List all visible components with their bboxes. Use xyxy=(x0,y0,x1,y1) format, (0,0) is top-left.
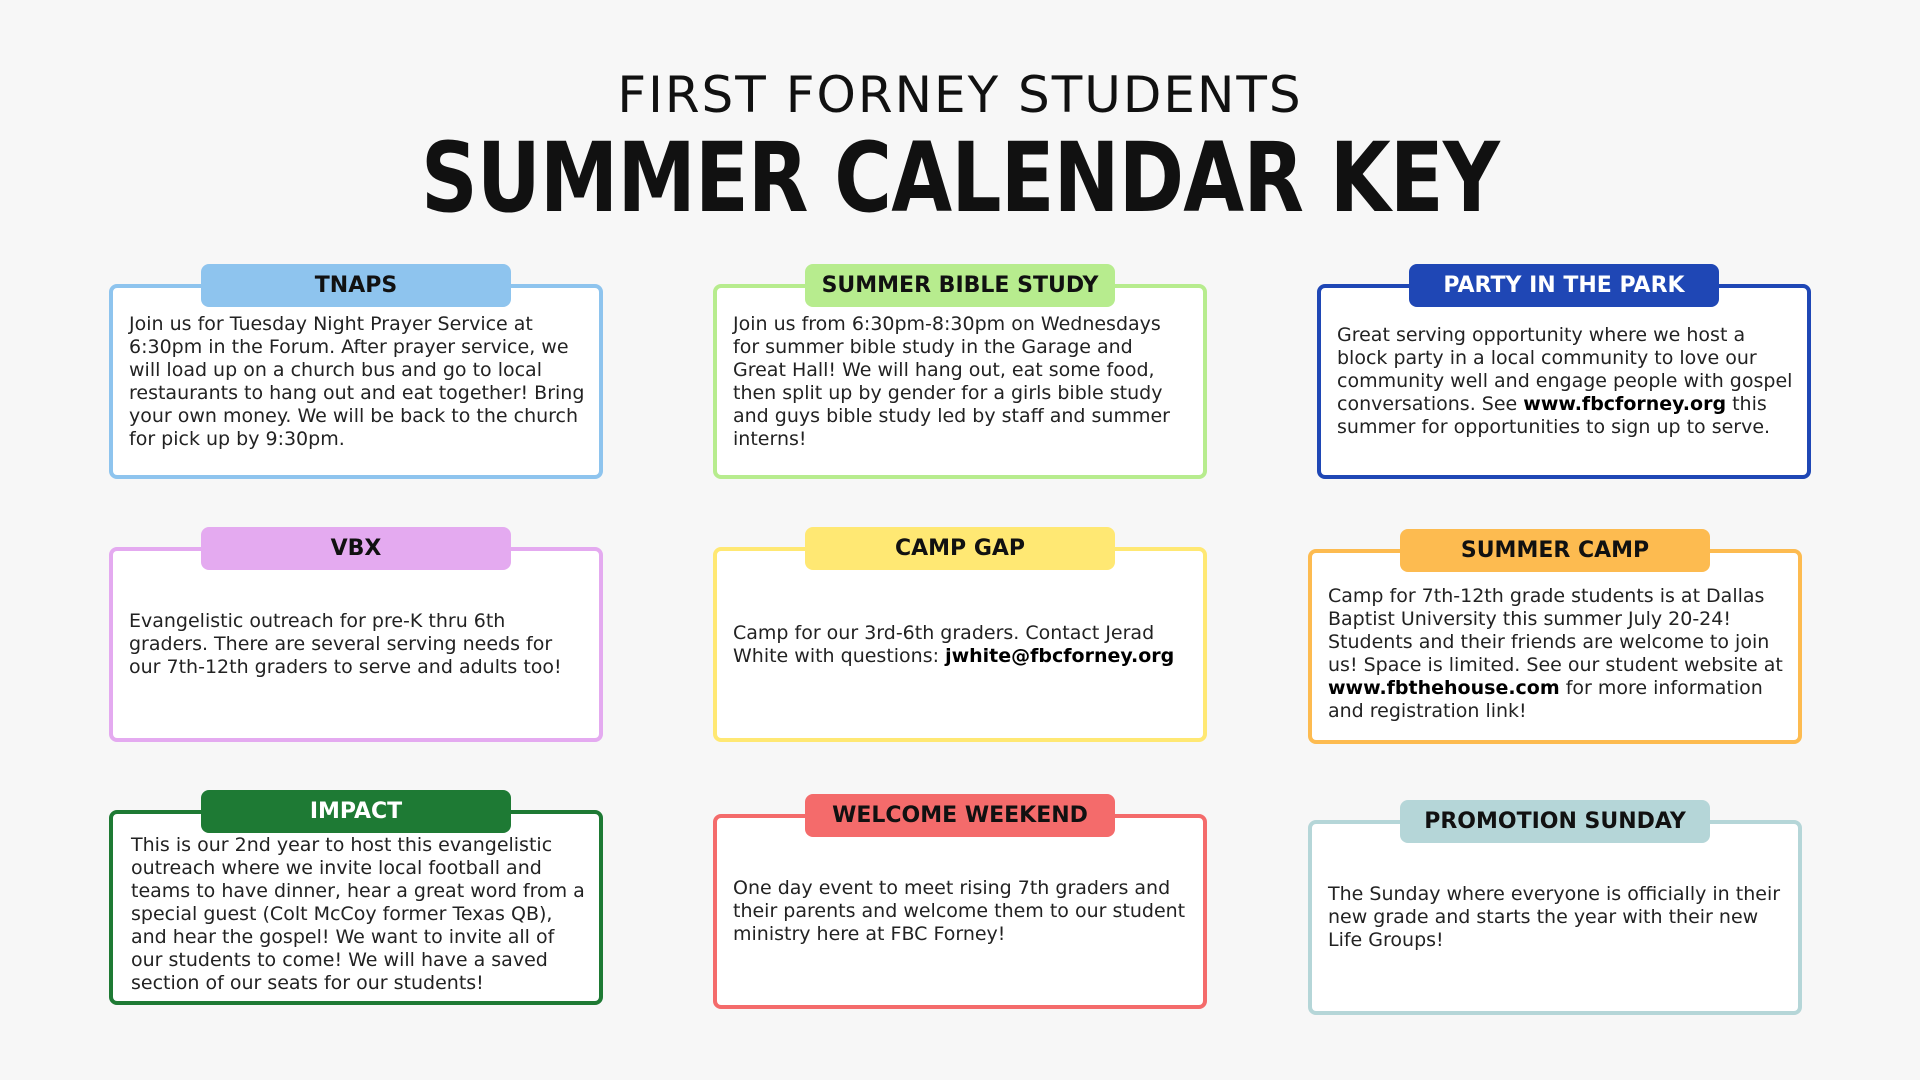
card-camp-gap xyxy=(713,536,1207,742)
tag-welcome-weekend: WELCOME WEEKEND xyxy=(805,794,1115,837)
card-welcome-weekend xyxy=(713,803,1207,1009)
party-description xyxy=(1337,288,1793,475)
card-tnaps xyxy=(109,273,603,479)
summer-camp-text-2: for more information and registration link! xyxy=(1328,676,1763,722)
tag-tnaps: TNAPS xyxy=(201,264,511,307)
tag-summer-camp: SUMMER CAMP xyxy=(1400,529,1710,572)
party-text-2: this summer for opportunities to sign up to serve. xyxy=(1337,393,1771,438)
tag-summer-bible-study: SUMMER BIBLE STUDY xyxy=(805,264,1115,307)
promotion-description: The Sunday where everyone is officially in their new grade and starts the year with their new Life Groups! xyxy=(1328,883,1781,951)
summer-camp-description xyxy=(1328,553,1784,740)
impact-description: This is our 2nd year to host this evangelistic outreach where we invite local football and teams to have dinner, hear a great word from a special guest (Colt McCoy former Texas QB), and hear the gospel! We want to invite all of our students to come! We will have a saved section of our seats for our students! xyxy=(131,834,585,994)
card-summer-camp xyxy=(1308,538,1802,744)
camp-gap-email-link[interactable]: jwhite@fbcforney.org xyxy=(945,644,1175,667)
tag-camp-gap: CAMP GAP xyxy=(805,527,1115,570)
card-summer-bible-study xyxy=(713,273,1207,479)
page-subtitle: FIRST FORNEY STUDENTS xyxy=(617,66,1303,124)
camp-gap-description xyxy=(733,551,1189,738)
tag-promotion-sunday: PROMOTION SUNDAY xyxy=(1400,800,1710,843)
card-promotion-sunday xyxy=(1308,809,1802,1015)
summer-camp-text-1: Camp for 7th-12th grade students is at Dallas Baptist University this summer July 20-24! Students and their friends are welcome to join us! Space is limited. See our student website at xyxy=(1328,584,1783,676)
vbx-description: Evangelistic outreach for pre-K thru 6th graders. There are several serving needs for our 7th-12th graders to serve and adults too! xyxy=(129,610,562,678)
card-vbx xyxy=(109,536,603,742)
summer-camp-website-link[interactable]: www.fbthehouse.com xyxy=(1328,676,1560,699)
camp-gap-text: Camp for our 3rd-6th graders. Contact Jerad White with questions: xyxy=(733,621,1155,667)
party-website-link[interactable]: www.fbcforney.org xyxy=(1523,393,1727,415)
party-text-1: Great serving opportunity where we host a block party in a local community to love our community well and engage people with gospel conversations. See xyxy=(1337,324,1793,415)
bible-study-description: Join us from 6:30pm-8:30pm on Wednesdays for summer bible study in the Garage and Great Hall! We will hang out, eat some food, then split up by gender for a girls bible study and guys bible study led by staff and summer interns! xyxy=(733,312,1170,450)
welcome-description: One day event to meet rising 7th graders and their parents and welcome them to our student ministry here at FBC Forney! xyxy=(733,877,1186,945)
tag-vbx: VBX xyxy=(201,527,511,570)
card-impact xyxy=(109,799,603,1005)
card-party-in-the-park xyxy=(1317,273,1811,479)
tag-party-in-the-park: PARTY IN THE PARK xyxy=(1409,264,1719,307)
header xyxy=(0,66,1920,234)
tag-impact: IMPACT xyxy=(201,790,511,833)
page-title: SUMMER CALENDAR KEY xyxy=(420,122,1500,234)
tnaps-description: Join us for Tuesday Night Prayer Service at 6:30pm in the Forum. After prayer service, we will load up on a church bus and go to local restaurants to hang out and eat together! Bring your own money. We will be back to the church for pick up by 9:30pm. xyxy=(129,312,585,450)
